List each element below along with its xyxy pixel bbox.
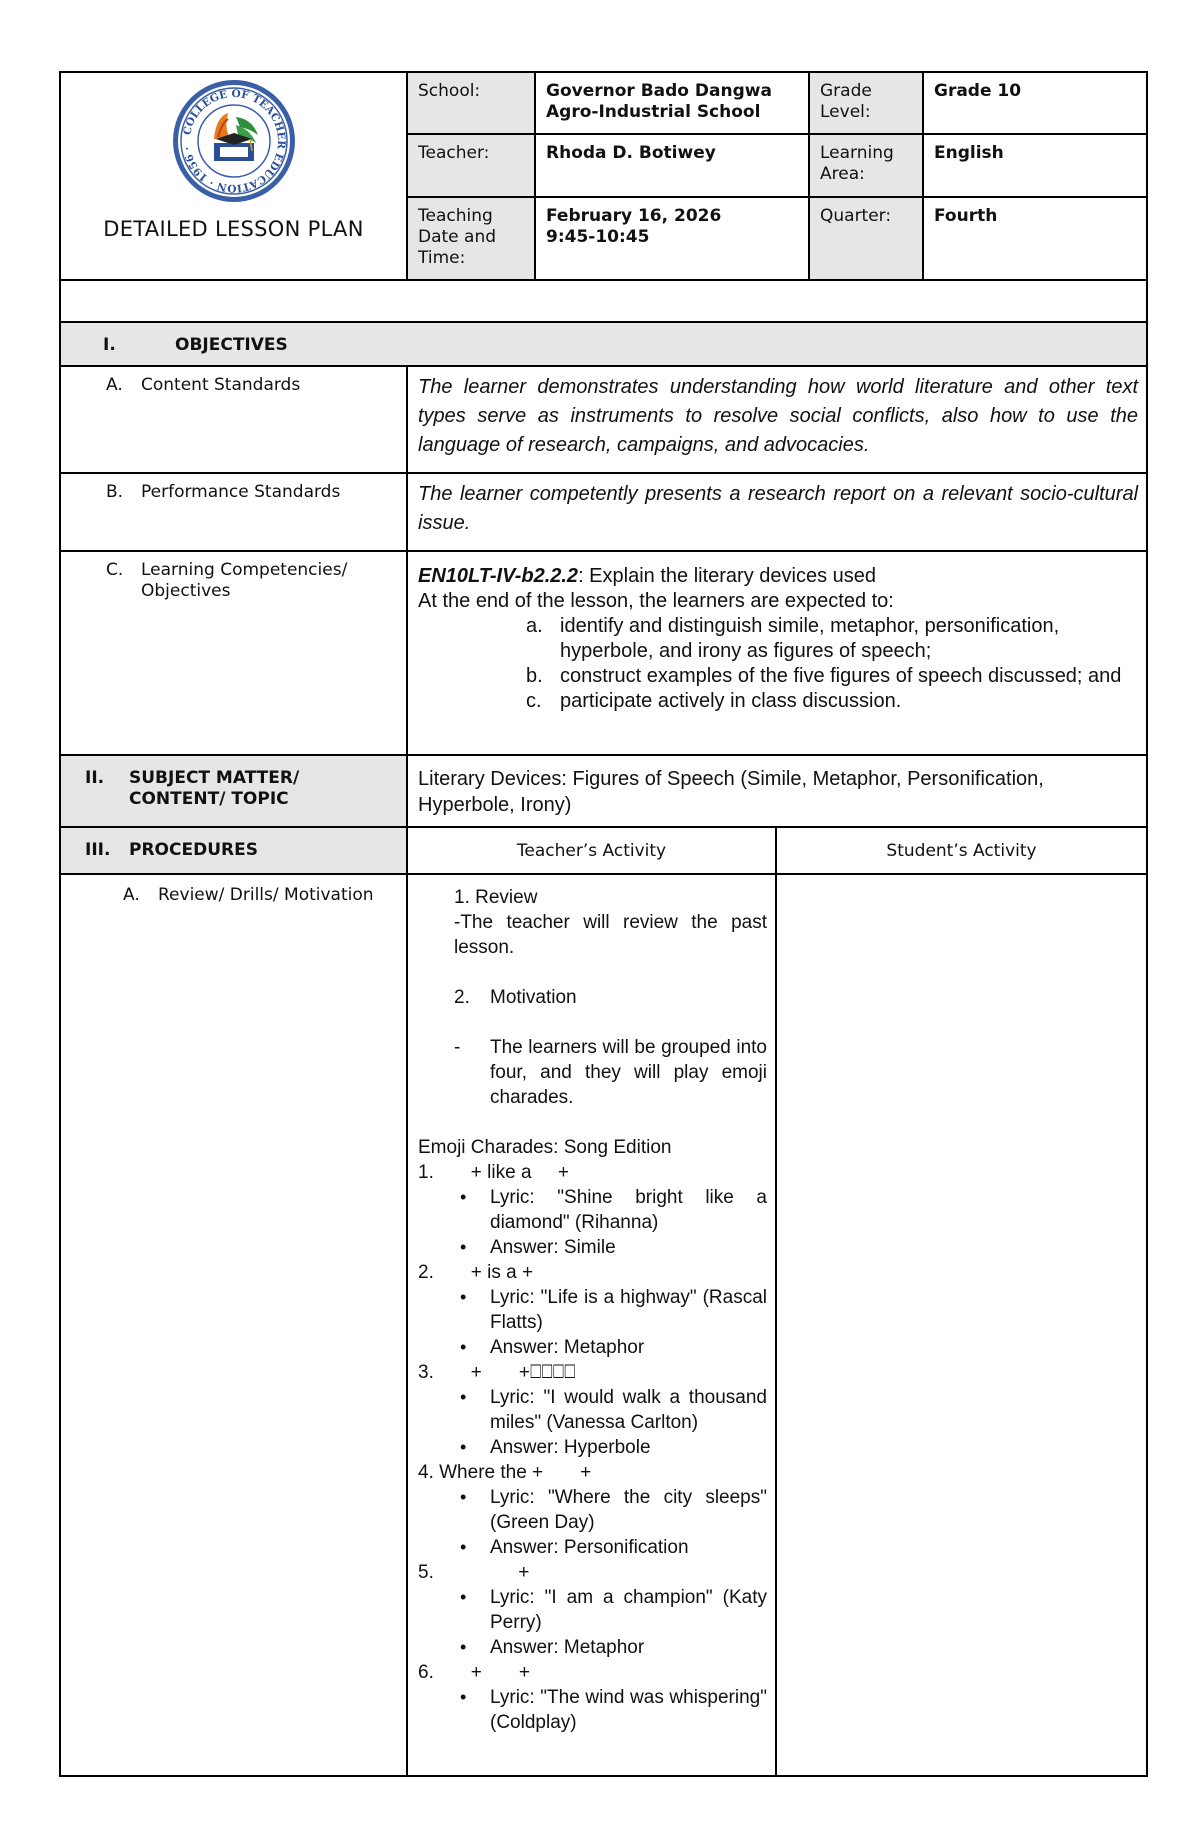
teaching-date-label: Teaching Date and Time:: [407, 197, 535, 280]
objectives-title: OBJECTIVES: [175, 335, 288, 355]
charade-lyric: • Lyric: "I am a champion" (Katy Perry): [418, 1585, 767, 1635]
school-label: School:: [407, 72, 535, 134]
subject-matter-label: SUBJECT MATTER/ CONTENT/ TOPIC: [129, 768, 300, 809]
school-value: Governor Bado Dangwa Agro-Industrial School: [535, 72, 809, 134]
header-table: [59, 71, 1148, 281]
student-activity-header: Student’s Activity: [776, 827, 1147, 874]
learning-area-label: Learning Area:: [809, 134, 923, 197]
objectives-list: [418, 614, 1138, 714]
charade-lyric: • Lyric: "Life is a highway" (Rascal Flatts): [418, 1285, 767, 1335]
objective-text: construct examples of the five figures of speech discussed; and: [560, 665, 1122, 687]
performance-standards-letter: B.: [106, 482, 124, 502]
charade-item: [418, 1360, 767, 1460]
charade-lyric: • Lyric: "The wind was whispering" (Coldplay): [418, 1685, 767, 1735]
quarter-value: Fourth: [923, 197, 1147, 280]
date-line: February 16, 2026: [546, 206, 722, 226]
grade-level-label: Grade Level:: [809, 72, 923, 134]
charade-answer: • Answer: Metaphor: [418, 1335, 767, 1360]
procedures-label: PROCEDURES: [129, 840, 258, 860]
lesson-plan-page: [59, 71, 1146, 1777]
motivation-text-line: [418, 1035, 767, 1110]
spacer-row: [60, 280, 1147, 322]
charade-clue: 1. + like a +: [418, 1162, 570, 1183]
competency-description: : Explain the literary devices used: [578, 565, 876, 587]
charade-item: [418, 1160, 767, 1260]
college-seal-logo: [170, 77, 298, 205]
objective-text: participate actively in class discussion.: [560, 690, 902, 712]
competency-code-line: [418, 564, 1138, 589]
objective-item: [418, 614, 1138, 664]
content-standards-label-cell: [60, 366, 407, 473]
teacher-label: Teacher:: [407, 134, 535, 197]
objective-text: identify and distinguish simile, metaphor, personification, hyperbole, and irony as figures of speech;: [560, 615, 1060, 662]
content-standards-letter: A.: [106, 375, 123, 395]
teacher-activity-cell: [407, 874, 776, 1776]
competency-code: EN10LT-IV-b2.2.2: [418, 565, 579, 587]
game-title: Emoji Charades: Song Edition: [418, 1137, 672, 1158]
time-line: 9:45-10:45: [546, 227, 650, 247]
competencies-content: [407, 551, 1147, 755]
charade-answer: • Answer: Hyperbole: [418, 1435, 767, 1460]
procedures-number: III.: [85, 840, 111, 860]
seal-text: COLLEGE OF TEACHER EDUCATION · 1956 ·: [180, 87, 287, 195]
teacher-activity-header: Teacher’s Activity: [407, 827, 776, 874]
student-activity-cell: [776, 874, 1147, 1776]
performance-standards-text: The learner competently presents a research report on a relevant socio-cultural issue.: [407, 473, 1147, 551]
logo-cell: [60, 72, 407, 280]
objective-marker: c.: [526, 690, 542, 712]
document-title: DETAILED LESSON PLAN: [103, 217, 364, 241]
objectives-intro: At the end of the lesson, the learners are expected to:: [418, 590, 894, 612]
objective-marker: b.: [526, 665, 543, 687]
teaching-date-value: [535, 197, 809, 280]
competencies-letter: C.: [106, 560, 124, 580]
charade-clue: 6. + +: [418, 1662, 530, 1683]
charade-item: [418, 1260, 767, 1360]
competencies-label-cell: [60, 551, 407, 755]
motivation-number: 2.: [454, 987, 470, 1008]
charade-clue: 2. + is a +: [418, 1262, 534, 1283]
procedures-label-cell: [60, 827, 407, 874]
learning-area-value: English: [923, 134, 1147, 197]
motivation-title-line: [418, 985, 767, 1010]
review-title: 1. Review: [454, 887, 538, 908]
review-label-cell: [60, 874, 407, 1776]
content-standards-text: The learner demonstrates understanding how world literature and other text types serve as instruments to resolve social conflicts, also how to use the language of research, campaigns, and advocacies.: [407, 366, 1147, 473]
charade-clue: 3. + +⎕⎕⎕⎕: [418, 1362, 576, 1383]
teacher-value: Rhoda D. Botiwey: [535, 134, 809, 197]
review-label: Review/ Drills/ Motivation: [158, 885, 374, 905]
grade-level-value: Grade 10: [923, 72, 1147, 134]
motivation-dash: -: [454, 1037, 461, 1058]
motivation-title: Motivation: [490, 987, 577, 1008]
performance-standards-label-cell: [60, 473, 407, 551]
objectives-heading: [60, 322, 1147, 366]
content-standards-label: Content Standards: [141, 375, 301, 395]
charade-item: [418, 1660, 767, 1735]
quarter-label: Quarter:: [809, 197, 923, 280]
charade-answer: • Answer: Personification: [418, 1535, 767, 1560]
objective-marker: a.: [526, 615, 543, 637]
charade-item: [418, 1560, 767, 1660]
charade-clue: 4. Where the + +: [418, 1462, 592, 1483]
charade-answer: • Answer: Metaphor: [418, 1635, 767, 1660]
charade-clue: 5. +: [418, 1562, 530, 1583]
charade-item: [418, 1460, 767, 1560]
charade-lyric: • Lyric: "I would walk a thousand miles" (Vanessa Carlton): [418, 1385, 767, 1435]
charade-lyric: • Lyric: "Shine bright like a diamond" (Rihanna): [418, 1185, 767, 1235]
performance-standards-label: Performance Standards: [141, 482, 341, 502]
main-table: [59, 279, 1148, 1777]
subject-matter-topic: Literary Devices: Figures of Speech (Simile, Metaphor, Personification, Hyperbole, Irony): [407, 755, 1147, 827]
emoji-charades-list: [418, 1160, 767, 1735]
subject-matter-number: II.: [85, 768, 105, 788]
review-letter: A.: [123, 885, 140, 905]
objective-item: [418, 689, 1138, 714]
competencies-label: Learning Competencies/ Objectives: [141, 560, 348, 601]
objective-item: [418, 664, 1138, 689]
motivation-text: The learners will be grouped into four, and they will play emoji charades.: [490, 1037, 767, 1108]
subject-matter-label-cell: [60, 755, 407, 827]
charade-answer: • Answer: Simile: [418, 1235, 767, 1260]
review-text: -The teacher will review the past lesson.: [454, 912, 767, 958]
objectives-number: I.: [103, 335, 116, 355]
charade-lyric: • Lyric: "Where the city sleeps" (Green Day): [418, 1485, 767, 1535]
